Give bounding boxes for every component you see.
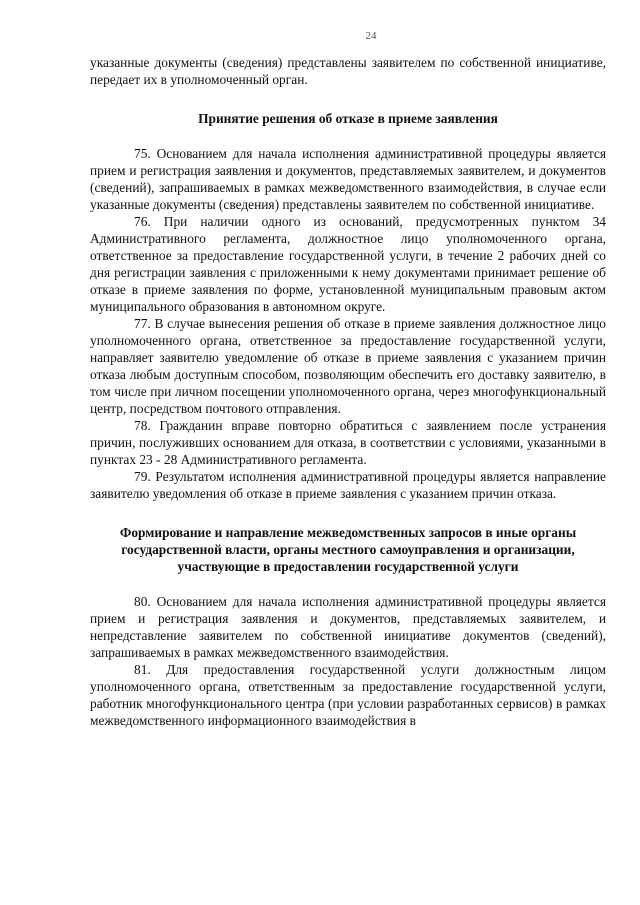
paragraph-76: 76. При наличии одного из оснований, предусмотренных пунктом 34 Административного регламента, должностное лицо уполномоченного органа, ответственное за предоставление государственной услуги, в течение 2 рабочих дней со дня регистрации заявления с приложенными к нему документами принимает решение об отказе в приеме заявления по форме, установленной муниципальным правовым актом муниципального образования в автономном округе. bbox=[90, 214, 606, 314]
section-heading-interagency-requests: Формирование и направление межведомственных запросов в иные органы государственной власти, органы местного самоуправления и организации, участвующие в предоставлении государственной услуги bbox=[119, 525, 577, 574]
section-heading-refusal: Принятие решения об отказе в приеме заявления bbox=[198, 111, 498, 126]
paragraph-77: 77. В случае вынесения решения об отказе в приеме заявления должностное лицо уполномоченного органа, ответственное за предоставление государственной услуги, направляет заявителю уведомление об отказе в приеме заявления с указанием причин отказа любым доступным способом, позволяющим обеспечить его доставку заявителю, в том числе при личном посещении уполномоченного органа, через многофункциональный центр, посредством почтового отправления. bbox=[90, 316, 606, 416]
paragraph-75: 75. Основанием для начала исполнения административной процедуры является прием и регистрация заявления и документов, представляемых заявителем, и документов (сведений), запрашиваемых в рамках межведомственного взаимодействия, в случае если указанные документы (сведения) представлены заявителем по собственной инициативе. bbox=[90, 146, 606, 212]
page-number: 24 bbox=[365, 30, 377, 42]
intro-paragraph: указанные документы (сведения) представлены заявителем по собственной инициативе, передает их в уполномоченный орган. bbox=[90, 55, 606, 87]
paragraph-78: 78. Гражданин вправе повторно обратиться с заявлением после устранения причин, послуживших основанием для отказа, в соответствии с условиями, указанными в пунктах 23 - 28 Административного регламента. bbox=[90, 418, 606, 467]
paragraph-81: 81. Для предоставления государственной услуги должностным лицом уполномоченного органа, ответственным за предоставление государственной услуги, работник многофункционального центра (при условии разработанных сервисов) в рамках межведомственного информационного взаимодействия в bbox=[90, 662, 606, 728]
paragraph-79: 79. Результатом исполнения административной процедуры является направление заявителю уведомления об отказе в приеме заявления с указанием причин отказа. bbox=[90, 469, 606, 501]
paragraph-80: 80. Основанием для начала исполнения административной процедуры является прием и регистрация заявления и документов, представляемых заявителем, и непредставление заявителем по собственной инициативе документов (сведений), запрашиваемых в рамках межведомственного взаимодействия. bbox=[90, 594, 606, 660]
